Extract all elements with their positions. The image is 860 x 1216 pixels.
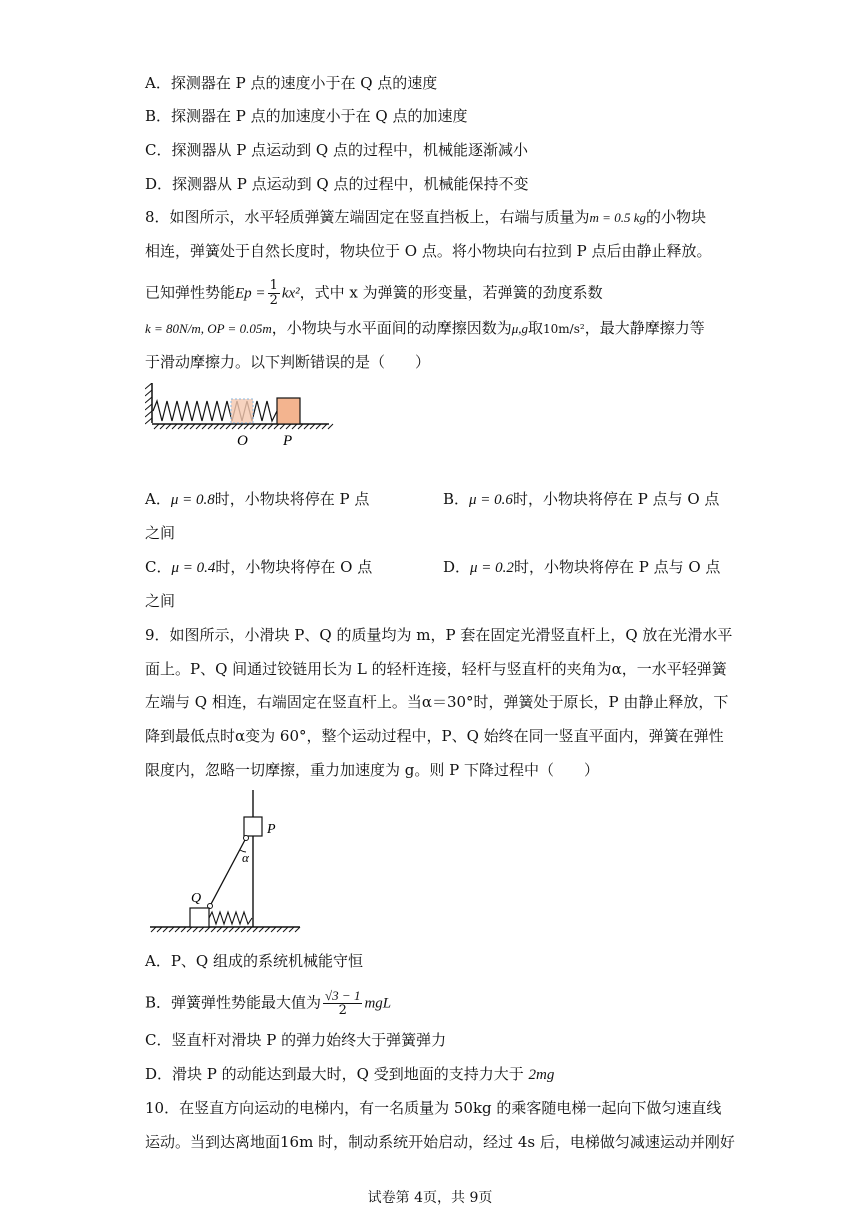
q8-d-mu: μ = 0.2 [470, 560, 514, 576]
ground-hatch [205, 927, 210, 932]
q8-k-value: k = 80N/m, OP = 0.05m [145, 321, 272, 336]
q8-half-fraction [268, 279, 280, 308]
q8-kx: kx² [281, 285, 300, 302]
option-label: D． [443, 558, 471, 576]
option-label: C． [145, 558, 172, 576]
ground-hatch [199, 927, 204, 932]
q8-mu: μ,g [511, 321, 529, 336]
q8-ep-symbol: Ep = [235, 285, 266, 302]
q9-option-a: A．P、Q 组成的系统机械能守恒 [145, 952, 363, 970]
q8-text: 取 [528, 319, 544, 337]
ground-hatch [289, 927, 294, 932]
q9-option-d [145, 1064, 554, 1085]
q8-stem-line2: 相连，弹簧处于自然长度时，物块位于 O 点。将小物块向右拉到 P 点后由静止释放。 [145, 242, 712, 260]
q8-stem-line3 [145, 279, 603, 308]
ground-hatch [241, 927, 246, 932]
q8-text: ，小物块与水平面间的动摩擦因数为 [271, 319, 512, 337]
q9-stem-line1: 9．如图所示，小滑块 P、Q 的质量均为 m，P 套在固定光滑竖直杆上，Q 放在光滑水平 [145, 626, 733, 644]
ground-hatch [253, 927, 258, 932]
q9-b-mgl: mgL [364, 995, 392, 1012]
q9-d-value: 2mg [528, 1067, 555, 1083]
q8-fig-label-p: P [283, 433, 293, 449]
q8-option-b [443, 489, 719, 510]
q8-option-d-cont: 之间 [145, 592, 176, 610]
q9-d-text: D．滑块 P 的动能达到最大时，Q 受到地面的支持力大于 [145, 1065, 529, 1083]
q8-stem-line5: 于滑动摩擦力。以下判断错误的是（ ） [145, 353, 431, 371]
q8-option-d [443, 557, 720, 578]
q9-stem-line3: 左端与 Q 相连，右端固定在竖直杆上。当α＝30°时，弹簧处于原长，P 由静止释放，下 [145, 693, 729, 711]
option-label: A． [145, 490, 171, 508]
q9-fig-label-alpha: α [242, 850, 249, 865]
q8-text: ，式中 x 为弹簧的形变量，若弹簧的劲度系数 [299, 283, 603, 302]
q9-b-text: B．弹簧弹性势能最大值为 [145, 993, 322, 1012]
q9-fig-label-q: Q [191, 891, 202, 906]
frac-num: 1 [269, 278, 278, 293]
ground-hatch [223, 927, 228, 932]
q9-stem-line5: 限度内，忽略一切摩擦，重力加速度为 g。则 P 下降过程中（ ） [145, 761, 600, 779]
ground-hatch [265, 927, 270, 932]
ground-hatch [283, 927, 288, 932]
ground-hatch [175, 927, 180, 932]
ground-hatch [295, 927, 300, 932]
ground-hatch [247, 927, 252, 932]
ground-hatch [259, 927, 264, 932]
q7-option-a: A．探测器在 P 点的速度小于在 Q 点的速度 [145, 74, 438, 92]
q7-option-b: B．探测器在 P 点的加速度小于在 Q 点的加速度 [145, 107, 468, 125]
q8-a-text: 时，小物块将停在 P 点 [214, 490, 370, 508]
ground-hatch [277, 927, 282, 932]
q9-rod-figure [145, 790, 305, 940]
q7-option-c: C．探测器从 P 点运动到 Q 点的过程中，机械能逐渐减小 [145, 141, 528, 159]
q8-c-text: 时，小物块将停在 O 点 [215, 558, 373, 576]
ground-hatch [229, 927, 234, 932]
q9-option-b [145, 989, 391, 1018]
q8-b-mu: μ = 0.6 [469, 492, 513, 508]
q9-stem-line4: 降到最低点时α变为 60°，整个运动过程中，P、Q 始终在同一竖直平面内，弹簧在弹性 [145, 727, 724, 745]
q8-d-text: 时，小物块将停在 P 点与 O 点 [513, 558, 721, 576]
ground-hatch [211, 927, 216, 932]
q8-stem-line1 [145, 207, 706, 228]
q8-text: 8．如图所示，水平轻质弹簧左端固定在竖直挡板上，右端与质量为 [145, 208, 590, 226]
q8-a-mu: μ = 0.8 [170, 492, 215, 508]
ground-hatch [193, 927, 198, 932]
frac-den: 2 [338, 1003, 347, 1018]
q8-text: 的小物块 [645, 208, 706, 226]
q8-mass: m = 0.5 kg [589, 210, 646, 225]
q10-stem-line2: 运动。当到达离地面16m 时，制动系统开始启动，经过 4s 后，电梯做匀减速运动并刚好 [145, 1133, 735, 1151]
q8-b-text: 时，小物块将停在 P 点与 O 点 [512, 490, 720, 508]
ground-hatch [163, 927, 168, 932]
ground-hatch [235, 927, 240, 932]
q7-option-d: D．探测器从 P 点运动到 Q 点的过程中，机械能保持不变 [145, 175, 529, 193]
frac-den: 2 [269, 293, 278, 308]
q8-c-mu: μ = 0.4 [171, 560, 216, 576]
ground-hatch [169, 927, 174, 932]
q9-b-fraction [323, 989, 362, 1018]
page-footer: 试卷第 4页，共 9页 [367, 1190, 493, 1206]
q8-option-a [145, 489, 369, 510]
q8-stem-line4 [145, 318, 705, 339]
q8-spring-figure [145, 383, 335, 453]
frac-num: √3 − 1 [325, 988, 361, 1003]
ground-hatch [217, 927, 222, 932]
option-label: B． [443, 490, 470, 508]
q9-fig-label-p: P [267, 822, 276, 837]
ground-hatch [271, 927, 276, 932]
q10-stem-line1: 10．在竖直方向运动的电梯内，有一名质量为 50kg 的乘客随电梯一起向下做匀速直线 [145, 1099, 722, 1117]
ground-hatch [187, 927, 192, 932]
ground-hatch [181, 927, 186, 932]
q8-option-b-cont: 之间 [145, 524, 176, 542]
q9-stem-line2: 面上。P、Q 间通过铰链用长为 L 的轻杆连接，轻杆与竖直杆的夹角为α，一水平轻弹簧 [145, 660, 727, 678]
q8-text: ，最大静摩擦力等 [584, 319, 705, 337]
q9-option-c: C．竖直杆对滑块 P 的弹力始终大于弹簧弹力 [145, 1031, 447, 1049]
q8-g-value: 10m/s² [543, 322, 585, 336]
q8-option-c [145, 557, 372, 578]
q8-fig-label-o: O [237, 433, 248, 449]
ground-hatch [151, 927, 156, 932]
ground-hatch [157, 927, 162, 932]
q8-text: 已知弹性势能 [145, 283, 236, 302]
